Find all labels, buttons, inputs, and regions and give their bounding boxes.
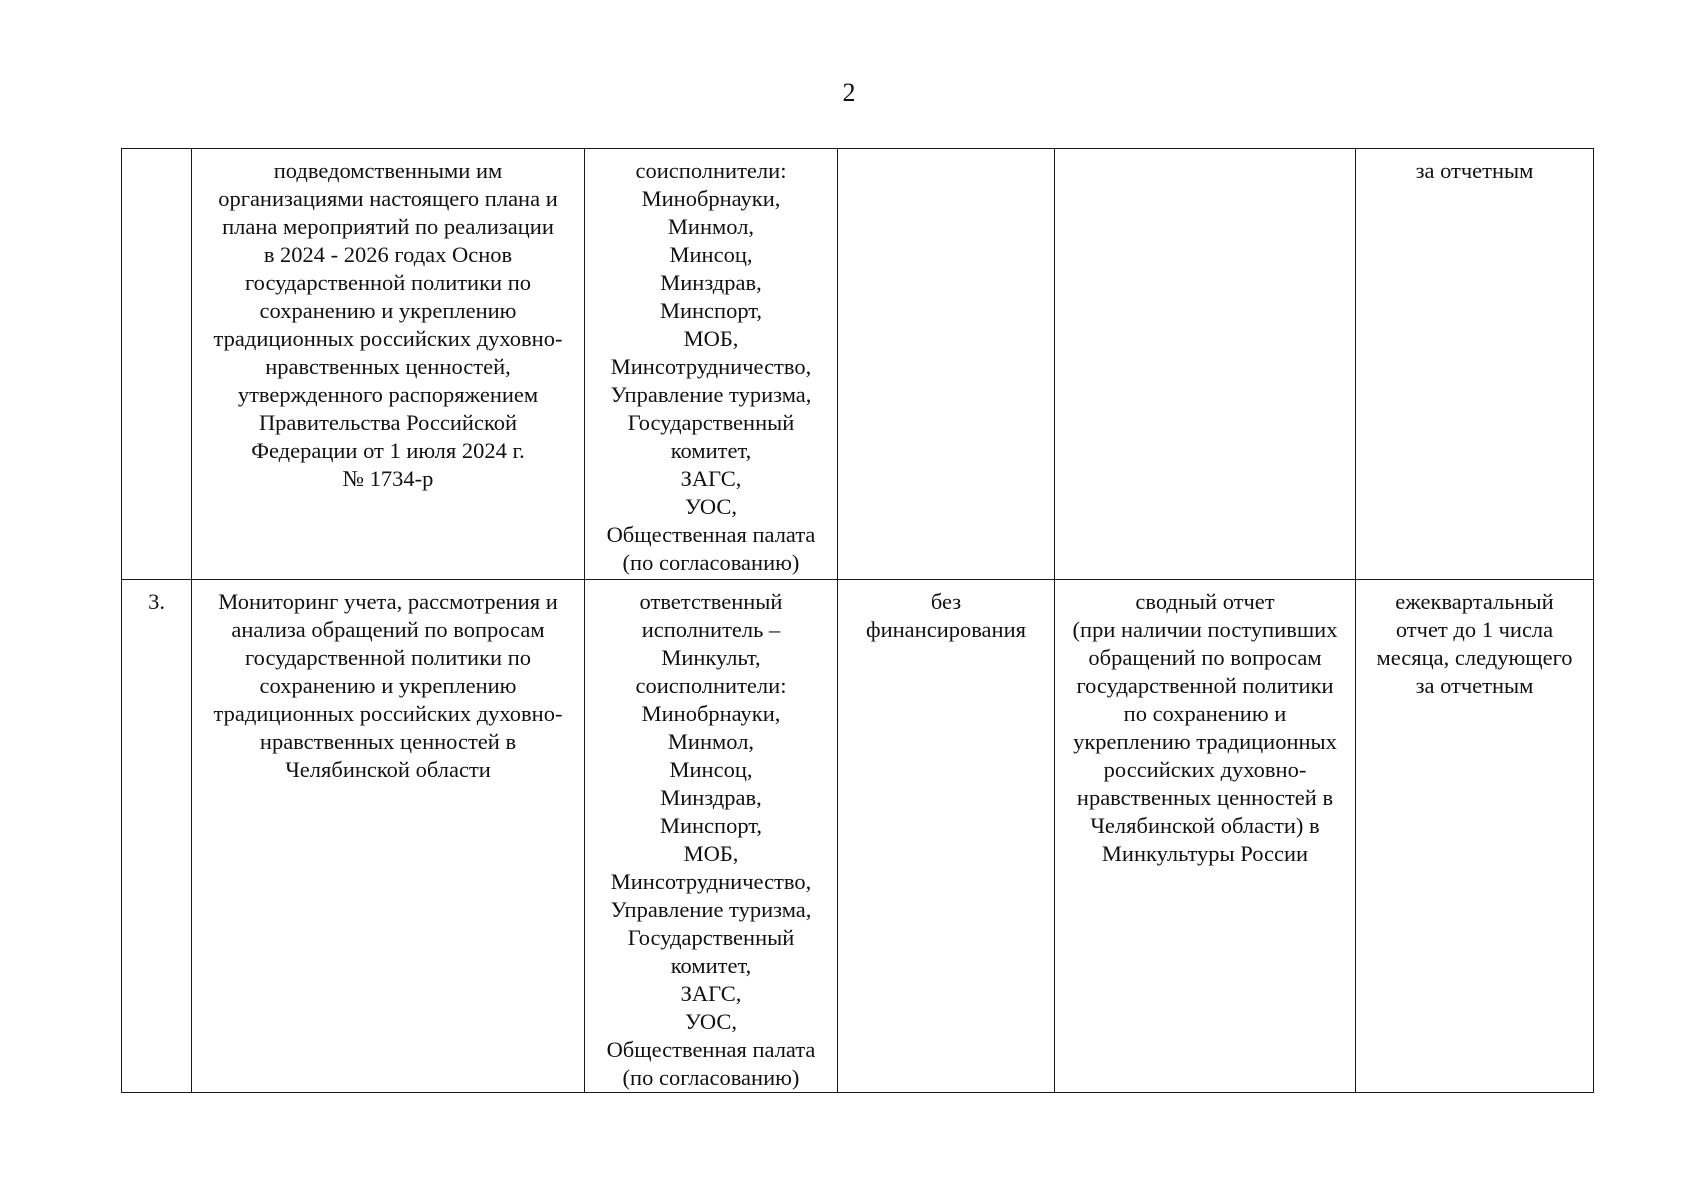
result-cell [1055,149,1356,580]
reporting-cell: за отчетным [1356,149,1594,580]
row-number-cell [122,149,192,580]
executors-cell: ответственный исполнитель – Минкульт, соисполнители: Минобрнауки, Минмол, Минсоц, Минздрав, Минспорт, МОБ, Минсотрудничество, Управление туризма, Государственный комитет, ЗАГС, УОС, Общественная палата (по согласованию) [585,580,838,1093]
activity-cell: подведомственными им организациями настоящего плана и плана мероприятий по реализации в 2024 - 2026 годах Основ государственной политики по сохранению и укреплению традиционных российских духовно- нравственных ценностей, утвержденного распоряжением Правительства Российской Федерации от 1 июля 2024 г. № 1734-р [192,149,585,580]
funding-cell [838,149,1055,580]
executors-cell: соисполнители: Минобрнауки, Минмол, Минсоц, Минздрав, Минспорт, МОБ, Минсотрудничество, Управление туризма, Государственный комитет, ЗАГС, УОС, Общественная палата (по согласованию) [585,149,838,580]
result-cell: сводный отчет (при наличии поступивших обращений по вопросам государственной политики по сохранению и укреплению традиционных российских духовно- нравственных ценностей в Челябинской области) в Минкультуры России [1055,580,1356,1093]
row-number-cell: 3. [122,580,192,1093]
reporting-cell: ежеквартальный отчет до 1 числа месяца, следующего за отчетным [1356,580,1594,1093]
activity-cell: Мониторинг учета, рассмотрения и анализа обращений по вопросам государственной политики по сохранению и укреплению традиционных российских духовно- нравственных ценностей в Челябинской области [192,580,585,1093]
table-row [122,149,1594,580]
page-number: 2 [842,78,856,107]
activity-plan-table [121,148,1594,1093]
table-row [122,580,1594,1093]
funding-cell: без финансирования [838,580,1055,1093]
